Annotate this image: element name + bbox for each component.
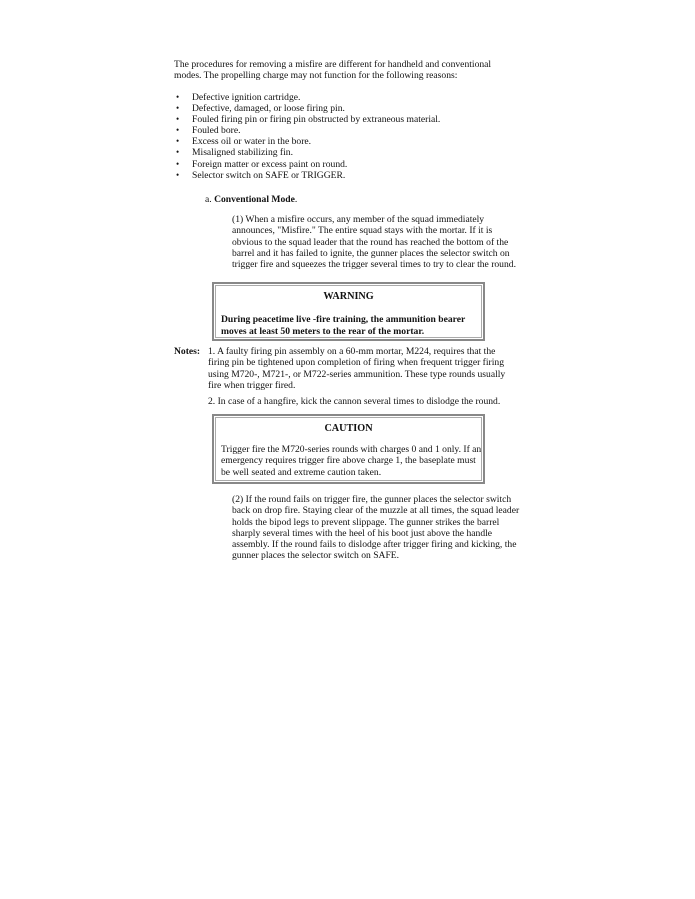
caution-body: Trigger fire the M720-series rounds with charges 0 and 1 only. If an emergency requires trigger fire above charge 1, the baseplate must be well seated and extreme caution taken. [221, 444, 482, 478]
warning-title: WARNING [323, 291, 374, 302]
list-item: • Selector switch on SAFE or TRIGGER. [176, 169, 346, 181]
section-letter: a. [205, 194, 212, 205]
list-item: • Foreign matter or excess paint on round. [176, 158, 348, 170]
bullet-icon: • [176, 147, 180, 158]
bullet-icon: • [176, 114, 180, 125]
list-item: • Defective ignition cartridge. [176, 92, 301, 103]
bullet-icon: • [176, 103, 180, 114]
intro-paragraph: The procedures for removing a misfire are different for handheld and conventional modes. The propelling charge may not function for the following reasons: [174, 59, 492, 82]
warning-body: During peacetime live -fire training, the ammunition bearer moves at least 50 meters to the rear of the mortar. [221, 314, 466, 337]
paragraph-2: (2) If the round fails on trigger fire, the gunner places the selector switch back on drop fire. Staying clear of the muzzle at all times, the squad leader holds the bipod legs to prevent slippage. The gunner strikes the barrel sharply several times with the heel of his boot just above the handle assembly. If the round fails to dislodge after trigger firing and kicking, the gunner places the selector switch on SAFE. [232, 494, 520, 562]
caution-box [212, 414, 485, 484]
notes-label: Notes: [174, 346, 201, 357]
bullet-icon: • [176, 136, 180, 147]
list-item: • Defective, damaged, or loose firing pin. [176, 103, 345, 115]
note-1: 1. A faulty firing pin assembly on a 60-mm mortar, M224, requires that the firing pin be tightened upon completion of firing when frequent trigger firing using M720-, M721-, or M722-series ammunition. These type rounds usually fire when trigger fired. [208, 346, 506, 391]
warning-box [212, 282, 485, 341]
misfire-reasons-list [174, 92, 514, 181]
list-item: • Excess oil or water in the bore. [176, 136, 312, 148]
bullet-icon: • [176, 158, 180, 169]
bullet-icon: • [176, 92, 180, 102]
section-end: . [294, 194, 298, 205]
list-item: • Misaligned stabilizing fin. [176, 147, 293, 159]
list-item: • Fouled firing pin or firing pin obstructed by extraneous material. [176, 114, 441, 126]
note-2: 2. In case of a hangfire, kick the cannon several times to dislodge the round. [208, 396, 501, 407]
paragraph-1: (1) When a misfire occurs, any member of the squad immediately announces, "Misfire." The entire squad stays with the mortar. If it is obvious to the squad leader that the round has reached the bottom of the barrel and it has failed to ignite, the gunner places the selector switch on trigger fire and squeezes the trigger several times to try to clear the round. [232, 214, 516, 271]
caution-title: CAUTION [324, 423, 373, 434]
list-item: • Fouled bore. [176, 125, 241, 137]
bullet-icon: • [176, 125, 180, 136]
section-heading-conventional-mode [205, 194, 297, 205]
bullet-icon: • [176, 169, 180, 180]
section-title: Conventional Mode [214, 194, 295, 205]
